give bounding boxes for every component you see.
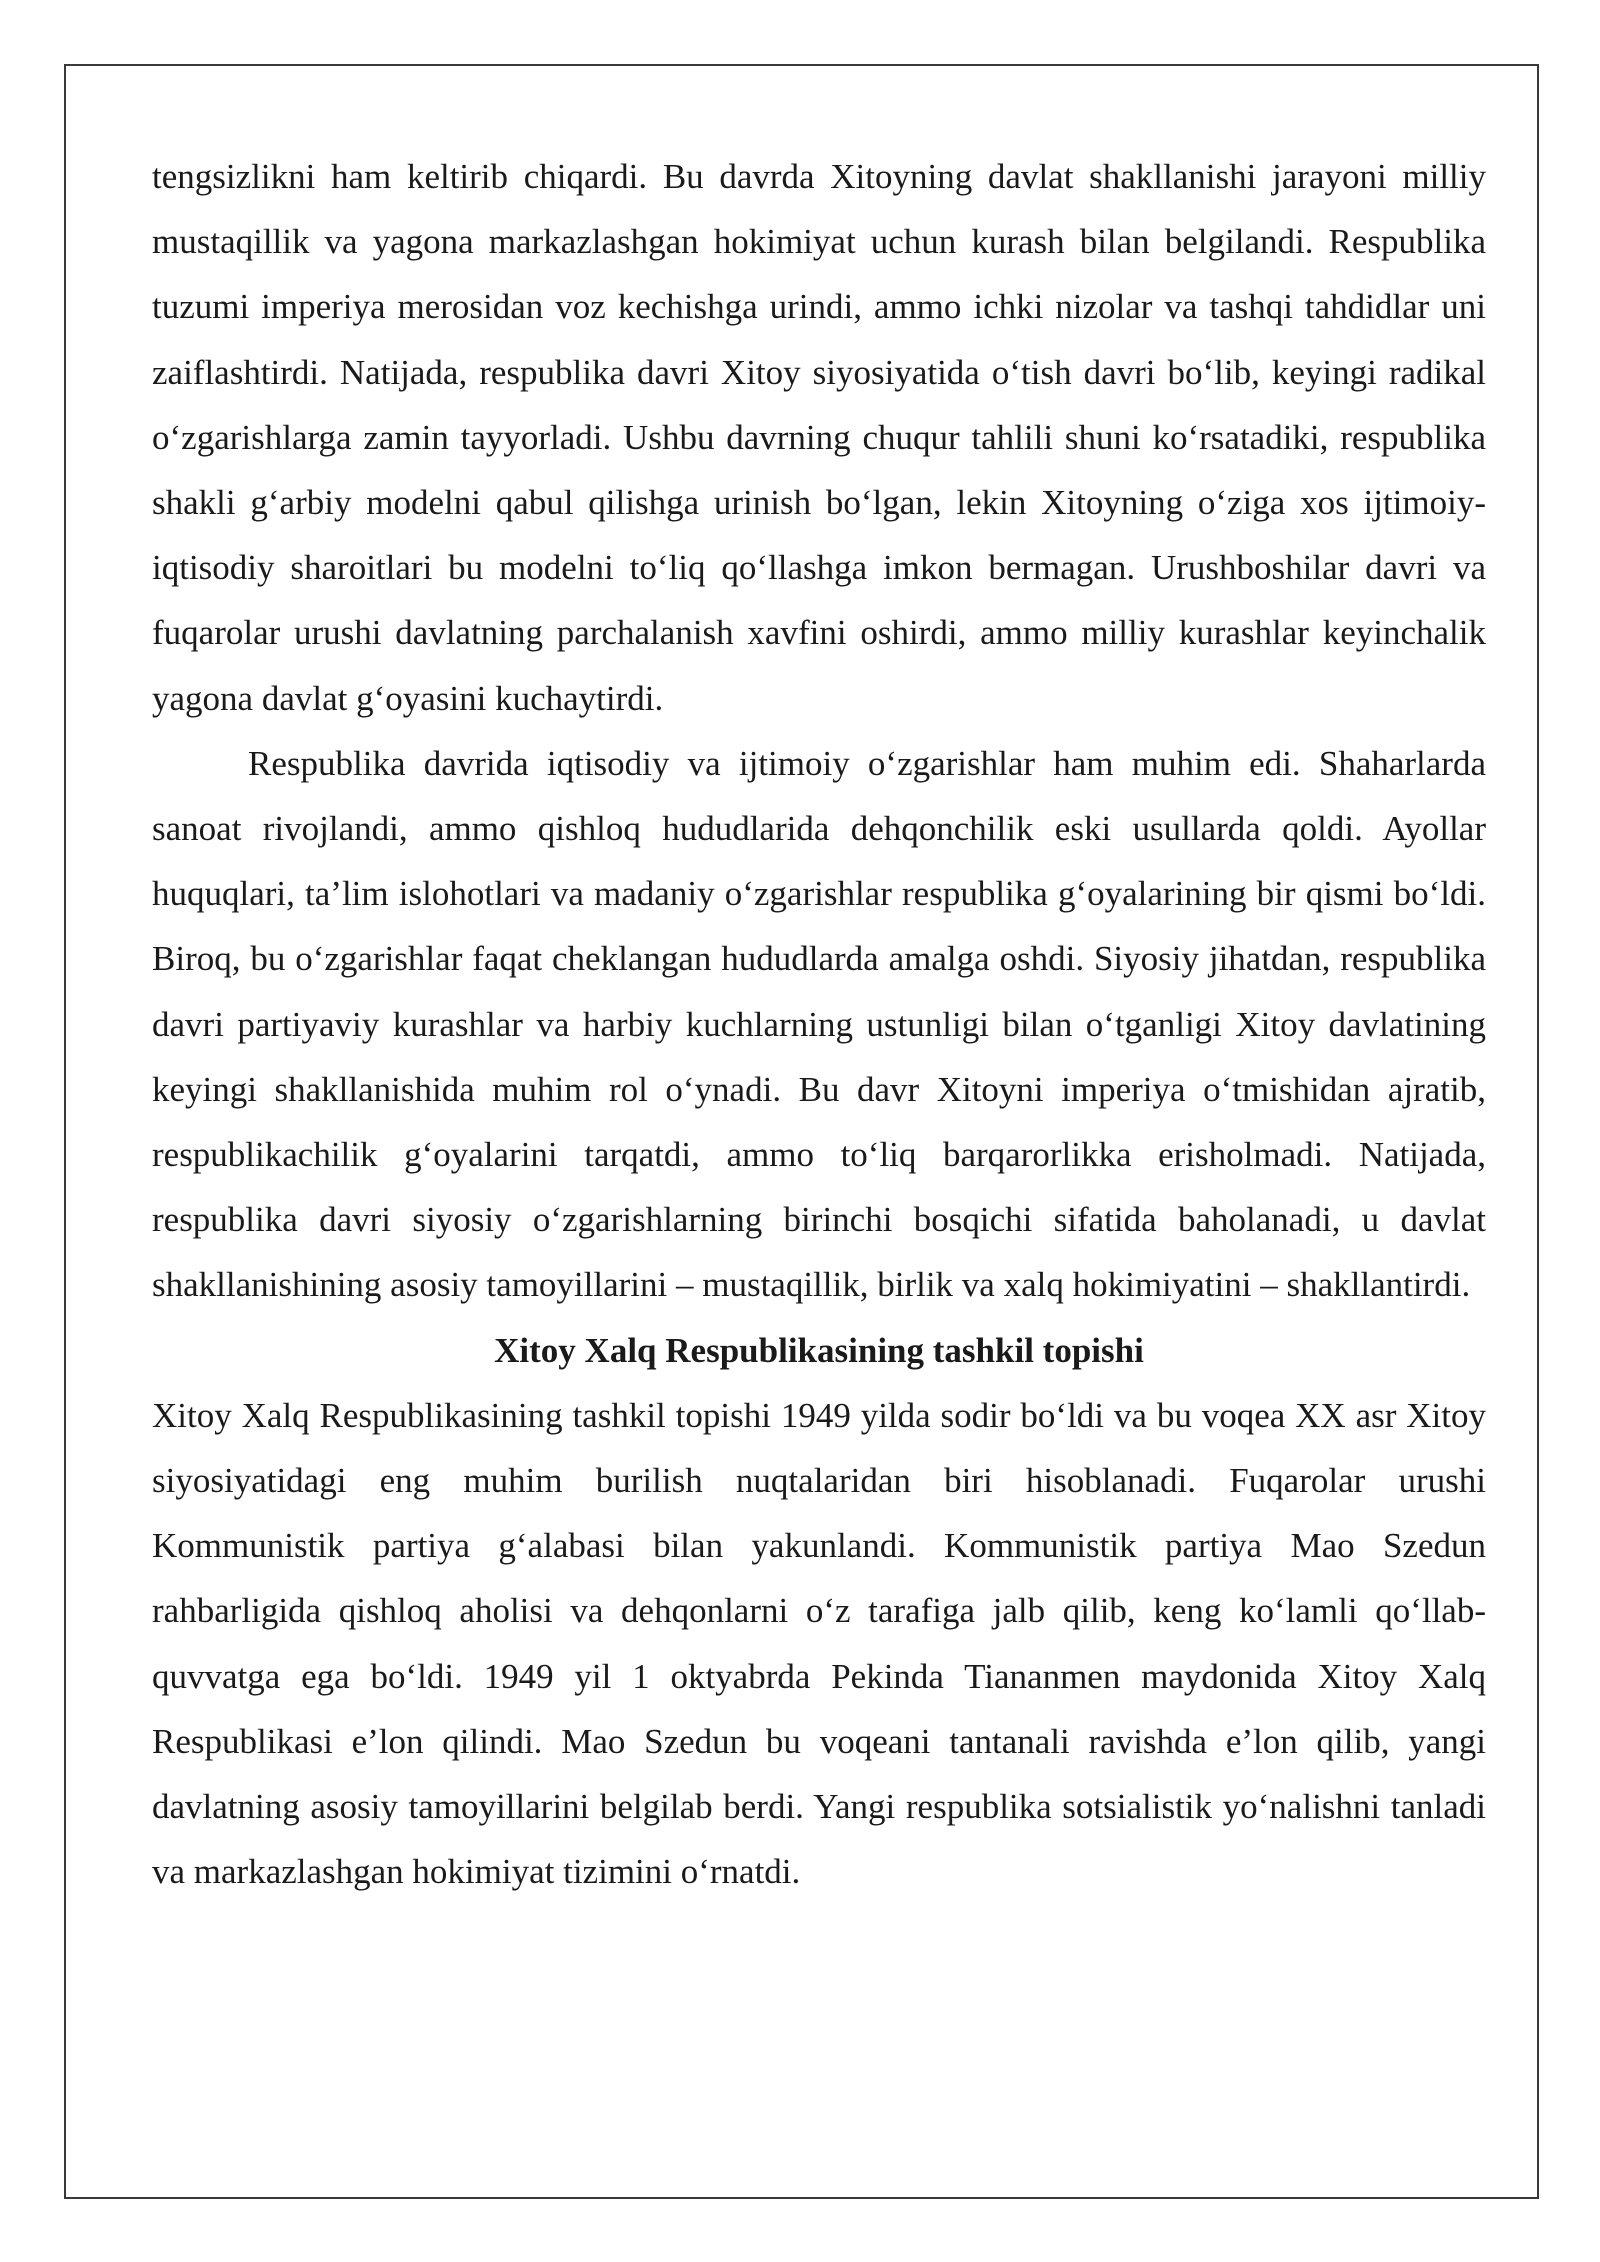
body-paragraph-2: Respublika davrida iqtisodiy va ijtimoiy o‘zgarishlar ham muhim edi. Shaharlarda sanoat rivojlandi, ammo qishloq hududlarida dehqonchilik eski usullarda qoldi. Ayollar huquqlari, ta’lim islohotlari va madaniy o‘zgarishlar respublika g‘oyalarining bir qismi bo‘ldi. Biroq, bu o‘zgarishlar faqat cheklangan hududlarda amalga oshdi. Siyosiy jihatdan, respublika davri partiyaviy kurashlar va harbiy kuchlarning ustunligi bilan o‘tganligi Xitoy davlatining keyingi shakllanishida muhim rol o‘ynadi. Bu davr Xitoyni imperiya o‘tmishidan ajratib, respublikachilik g‘oyalarini tarqatdi, ammo to‘liq barqarorlikka erisholmadi. Natijada, respublika davri siyosiy o‘zgarishlarning birinchi bosqichi sifatida baholanadi, u davlat shakllanishining asosiy tamoyillarini – mustaqillik, birlik va xalq hokimiyatini – shakllantirdi. <box>152 743 1486 1305</box>
document-body <box>152 144 1486 1904</box>
body-paragraph-1: tengsizlikni ham keltirib chiqardi. Bu davrda Xitoyning davlat shakllanishi jarayoni milliy mustaqillik va yagona markazlashgan hokimiyat uchun kurash bilan belgilandi. Respublika tuzumi imperiya merosidan voz kechishga urindi, ammo ichki nizolar va tashqi tahdidlar uni zaiflashtirdi. Natijada, respublika davri Xitoy siyosiyatida o‘tish davri bo‘lib, keyingi radikal o‘zgarishlarga zamin tayyorladi. Ushbu davrning chuqur tahlili shuni ko‘rsatadiki, respublika shakli g‘arbiy modelni qabul qilishga urinish bo‘lgan, lekin Xitoyning o‘ziga xos ijtimoiy-iqtisodiy sharoitlari bu modelni to‘liq qo‘llashga imkon bermagan. Urushboshilar davri va fuqarolar urushi davlatning parchalanish xavfini oshirdi, ammo milliy kurashlar keyinchalik yagona davlat g‘oyasini kuchaytirdi. <box>152 157 1486 718</box>
section-heading: Xitoy Xalq Respublikasining tashkil topishi <box>494 1330 1144 1370</box>
body-paragraph-3: Xitoy Xalq Respublikasining tashkil topishi 1949 yilda sodir bo‘ldi va bu voqea XX asr Xitoy siyosiyatidagi eng muhim burilish nuqtalaridan biri hisoblanadi. Fuqarolar urushi Kommunistik partiya g‘alabasi bilan yakunlandi. Kommunistik partiya Mao Szedun rahbarligida qishloq aholisi va dehqonlarni o‘z tarafiga jalb qilib, keng ko‘lamli qo‘llab-quvvatga ega bo‘ldi. 1949 yil 1 oktyabrda Pekinda Tiananmen maydonida Xitoy Xalq Respublikasi e’lon qilindi. Mao Szedun bu voqeani tantanali ravishda e’lon qilib, yangi davlatning asosiy tamoyillarini belgilab berdi. Yangi respublika sotsialistik yo‘nalishni tanladi va markazlashgan hokimiyat tizimini o‘rnatdi. <box>152 1395 1486 1892</box>
